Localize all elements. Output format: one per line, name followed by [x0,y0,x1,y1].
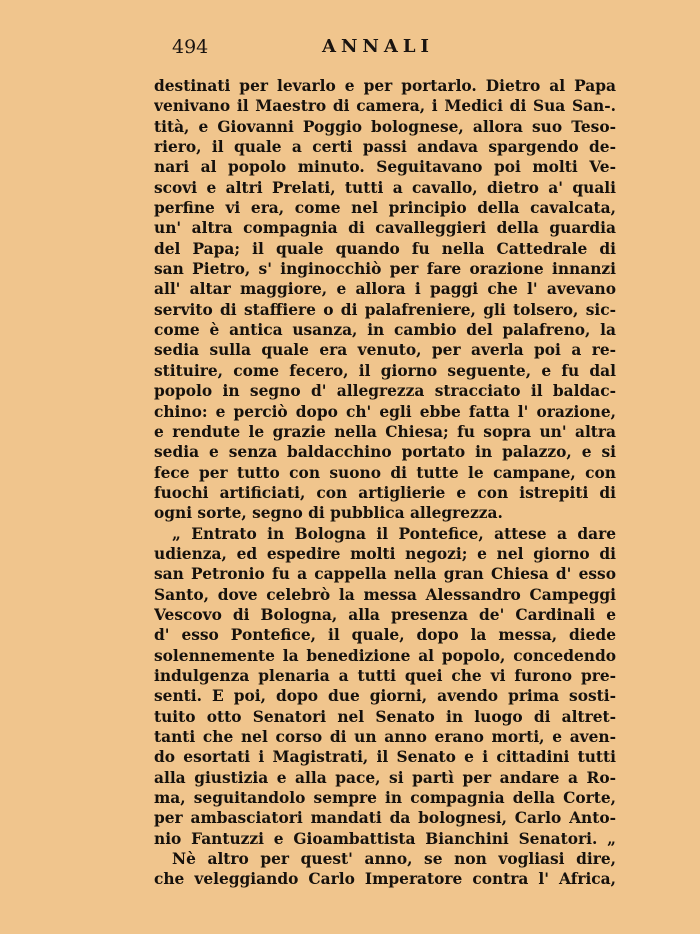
text-line: d' esso Pontefice, il quale, dopo la messa, diede [154,626,616,645]
text-line: san Pietro, s' inginocchiò per fare orazione innanzi [154,260,616,279]
running-head: ANNALI [322,36,434,57]
text-line: perfine vi era, come nel principio della cavalcata, [154,199,616,218]
text-line: solennemente la benedizione al popolo, concedendo [154,646,616,665]
text-line: destinati per levarlo e per portarlo. Dietro al Papa [154,77,616,95]
text-line: sedia sulla quale era venuto, per averla poi a re- [154,341,616,360]
text-line: san Petronio fu a cappella nella gran Chiesa d' esso [154,565,616,584]
text-line: Santo, dove celebrò la messa Alessandro Campeggi [154,585,616,604]
body-text [154,76,616,890]
text-line: tanti che nel corso di un anno erano morti, e aven- [154,728,616,746]
text-line: riero, il quale a certi passi andava spargendo de- [154,138,616,157]
text-line: ogni sorte, segno di pubblica allegrezza. [154,504,503,523]
text-line: Vescovo di Bologna, alla presenza de' Cardinali e [154,605,616,624]
text-line: per ambasciatori mandati da bolognesi, Carlo Anto- [154,809,616,828]
text-line: servito di staffiere o di palafreniere, gli tolsero, sic- [154,300,616,319]
text-line: venivano il Maestro di camera, i Medici di Sua San-. [154,97,616,116]
text-line: come è antica usanza, in cambio del palafreno, la [154,321,616,340]
text-line: tità, e Giovanni Poggio bolognese, allora suo Teso- [154,117,616,136]
text-line: e rendute le grazie nella Chiesa; fu sopra un' altra [154,422,616,441]
text-line: fece per tutto con suono di tutte le campane, con [154,463,616,482]
text-line: popolo in segno d' allegrezza stracciato il baldac- [154,382,616,401]
text-line: senti. E poi, dopo due giorni, avendo prima sosti- [154,687,616,706]
text-line: un' altra compagnia di cavalleggieri della guardia [154,219,616,238]
text-line: all' altar maggiore, e allora i paggi che l' avevano [154,280,616,299]
text-line: indulgenza plenaria a tutti quei che vi furono pre- [154,666,616,685]
text-line: nio Fantuzzi e Gioambattista Bianchini Senatori. „ [154,829,616,848]
text-line: do esortati i Magistrati, il Senato e i cittadini tutti [154,748,616,767]
text-line: che veleggiando Carlo Imperatore contra l' Africa, [154,870,616,889]
text-line: fuochi artificiati, con artiglierie e con istrepiti di [154,483,616,502]
text-line: chino: e perciò dopo ch' egli ebbe fatta l' orazione, [154,402,616,421]
text-line: tuito otto Senatori nel Senato in luogo di altret- [154,707,616,726]
text-line: alla giustizia e alla pace, si partì per andare a Ro- [154,768,616,787]
text-line: udienza, ed espedire molti negozi; e nel giorno di [154,544,616,563]
text-line: stituire, come fecero, il giorno seguente, e fu dal [154,361,616,380]
text-line: del Papa; il quale quando fu nella Cattedrale di [154,239,616,258]
text-line: „ Entrato in Bologna il Pontefice, attese a dare [172,524,616,543]
text-line: ma, seguitandolo sempre in compagnia della Corte, [154,789,616,808]
text-line: sedia e senza baldacchino portato in palazzo, e si [154,443,616,462]
text-line: scovi e altri Prelati, tutti a cavallo, dietro a' quali [154,178,616,197]
text-line: Nè altro per quest' anno, se non vogliasi dire, [172,850,616,869]
page-header [172,36,612,62]
page-number: 494 [172,36,209,58]
text-line: nari al popolo minuto. Seguitavano poi molti Ve- [154,158,616,177]
